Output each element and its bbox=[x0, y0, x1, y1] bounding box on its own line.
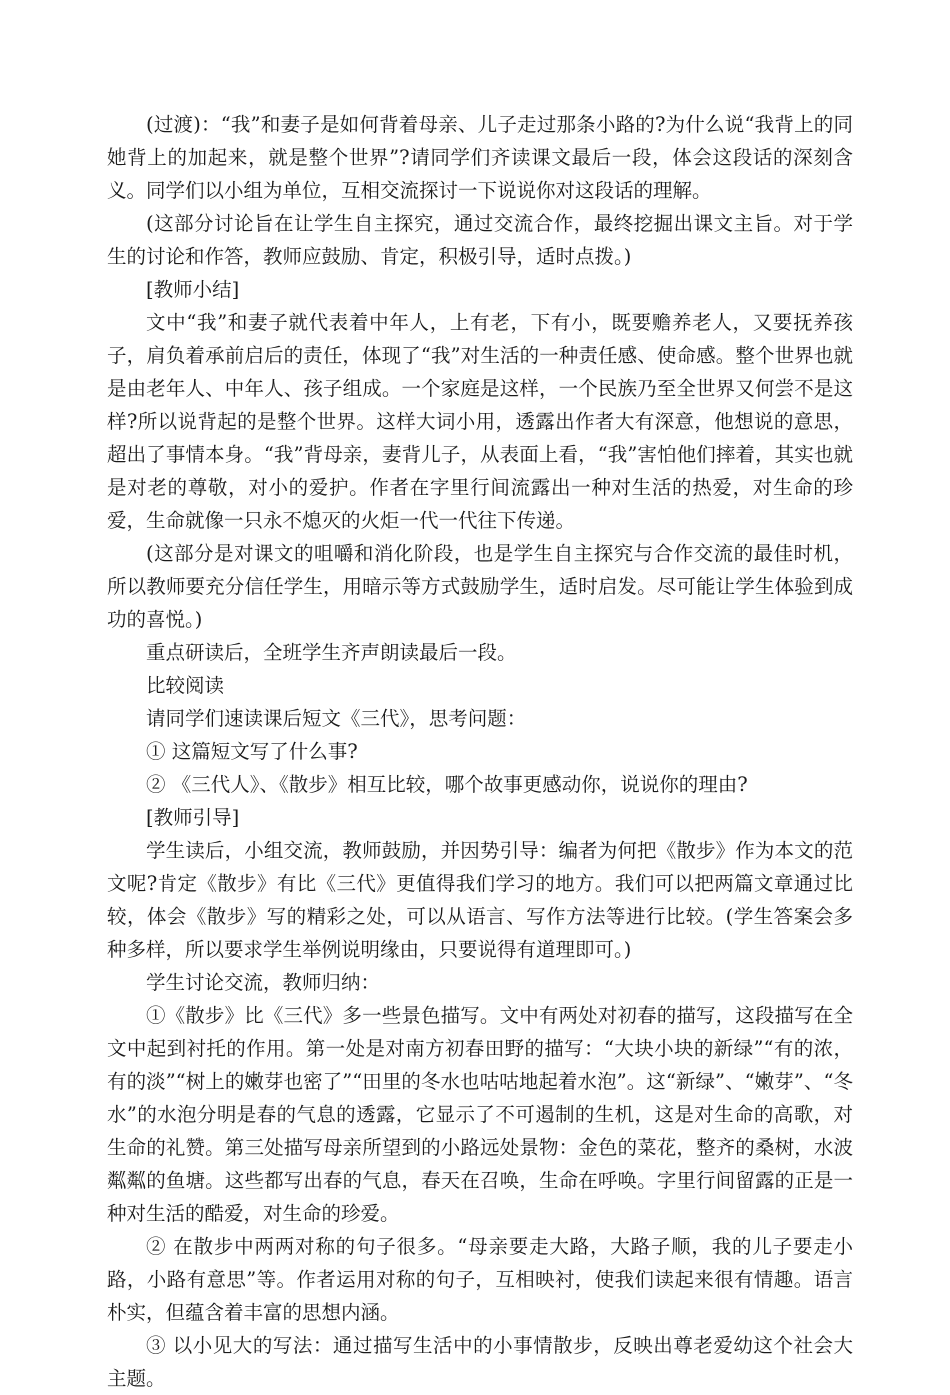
paragraph-read-aloud: 重点研读后，全班学生齐声朗读最后一段。 bbox=[146, 641, 517, 664]
point-3-theme: ③ 以小见大的写法：通过描写生活中的小事情散步，反映出尊老爱幼这个社会大主题。 bbox=[107, 1334, 853, 1390]
question-1: ① 这篇短文写了什么事? bbox=[146, 740, 358, 763]
paragraph-guidance: 学生读后，小组交流，教师鼓励，并因势引导：编者为何把《散步》作为本文的范文呢?肯定《散步》有比《三代》更值得我们学习的地方。我们可以把两篇文章通过比较，体会《散步》写的精彩之处，可以从语言、写作方法等进行比较。(学生答案会多种多样，所以要求学生举例说明缘由，只要说得有道理即可。) bbox=[107, 839, 853, 961]
paragraph-task: 请同学们速读课后短文《三代》，思考问题： bbox=[146, 707, 527, 730]
heading-comparative-reading: 比较阅读 bbox=[146, 674, 225, 697]
heading-teacher-guidance: [教师引导] bbox=[146, 806, 240, 829]
point-2-symmetry: ② 在散步中两两对称的句子很多。“母亲要走大路，大路子顺，我的儿子要走小路，小路有意思”等。作者运用对称的句子，互相映衬，使我们读起来很有情趣。语言朴实，但蕴含着丰富的思想内涵。 bbox=[107, 1235, 853, 1324]
point-1-scenery: ①《散步》比《三代》多一些景色描写。文中有两处对初春的描写，这段描写在全文中起到衬托的作用。第一处是对南方初春田野的描写：“大块小块的新绿”“有的浓，有的淡”“树上的嫩芽也密了”“田里的冬水也咕咕地起着水泡”。这“新绿”、“嫩芽”、“冬水”的水泡分明是春的气息的透露，它显示了不可遏制的生机，这是对生命的高歌，对生命的礼赞。第三处描写母亲所望到的小路远处景物：金色的菜花，整齐的桑树，水波粼粼的鱼塘。这些都写出春的气息，春天在召唤，生命在呼唤。字里行间留露的正是一种对生活的酷爱，对生命的珍爱。 bbox=[107, 1004, 853, 1225]
heading-teacher-summary: [教师小结] bbox=[146, 278, 240, 301]
document-page bbox=[107, 108, 853, 1395]
paragraph-induction: 学生讨论交流，教师归纳： bbox=[146, 971, 381, 994]
question-2: ② 《三代人》、《散步》相互比较，哪个故事更感动你，说说你的理由? bbox=[146, 773, 748, 796]
paragraph-summary: 文中“我”和妻子就代表着中年人，上有老，下有小，既要赡养老人，又要抚养孩子，肩负着承前启后的责任，体现了“我”对生活的一种责任感、使命感。整个世界也就是由老年人、中年人、孩子组成。一个家庭是这样，一个民族乃至全世界又何尝不是这样?所以说背起的是整个世界。这样大词小用，透露出作者大有深意，他想说的意思，超出了事情本身。“我”背母亲，妻背儿子，从表面上看，“我”害怕他们摔着，其实也就是对老的尊敬，对小的爱护。作者在字里行间流露出一种对生活的热爱，对生命的珍爱，生命就像一只永不熄灭的火炬一代一代往下传递。 bbox=[107, 311, 853, 532]
paragraph-digest-note: (这部分是对课文的咀嚼和消化阶段，也是学生自主探究与合作交流的最佳时机，所以教师要充分信任学生，用暗示等方式鼓励学生，适时启发。尽可能让学生体验到成功的喜悦。) bbox=[107, 542, 853, 631]
paragraph-transition: (过渡)：“我”和妻子是如何背着母亲、儿子走过那条小路的?为什么说“我背上的同她背上的加起来，就是整个世界”?请同学们齐读课文最后一段，体会这段话的深刻含义。同学们以小组为单位，互相交流探讨一下说说你对这段话的理解。 bbox=[107, 113, 853, 202]
paragraph-discussion-note: (这部分讨论旨在让学生自主探究，通过交流合作，最终挖掘出课文主旨。对于学生的讨论和作答，教师应鼓励、肯定，积极引导，适时点拨。) bbox=[107, 212, 853, 268]
